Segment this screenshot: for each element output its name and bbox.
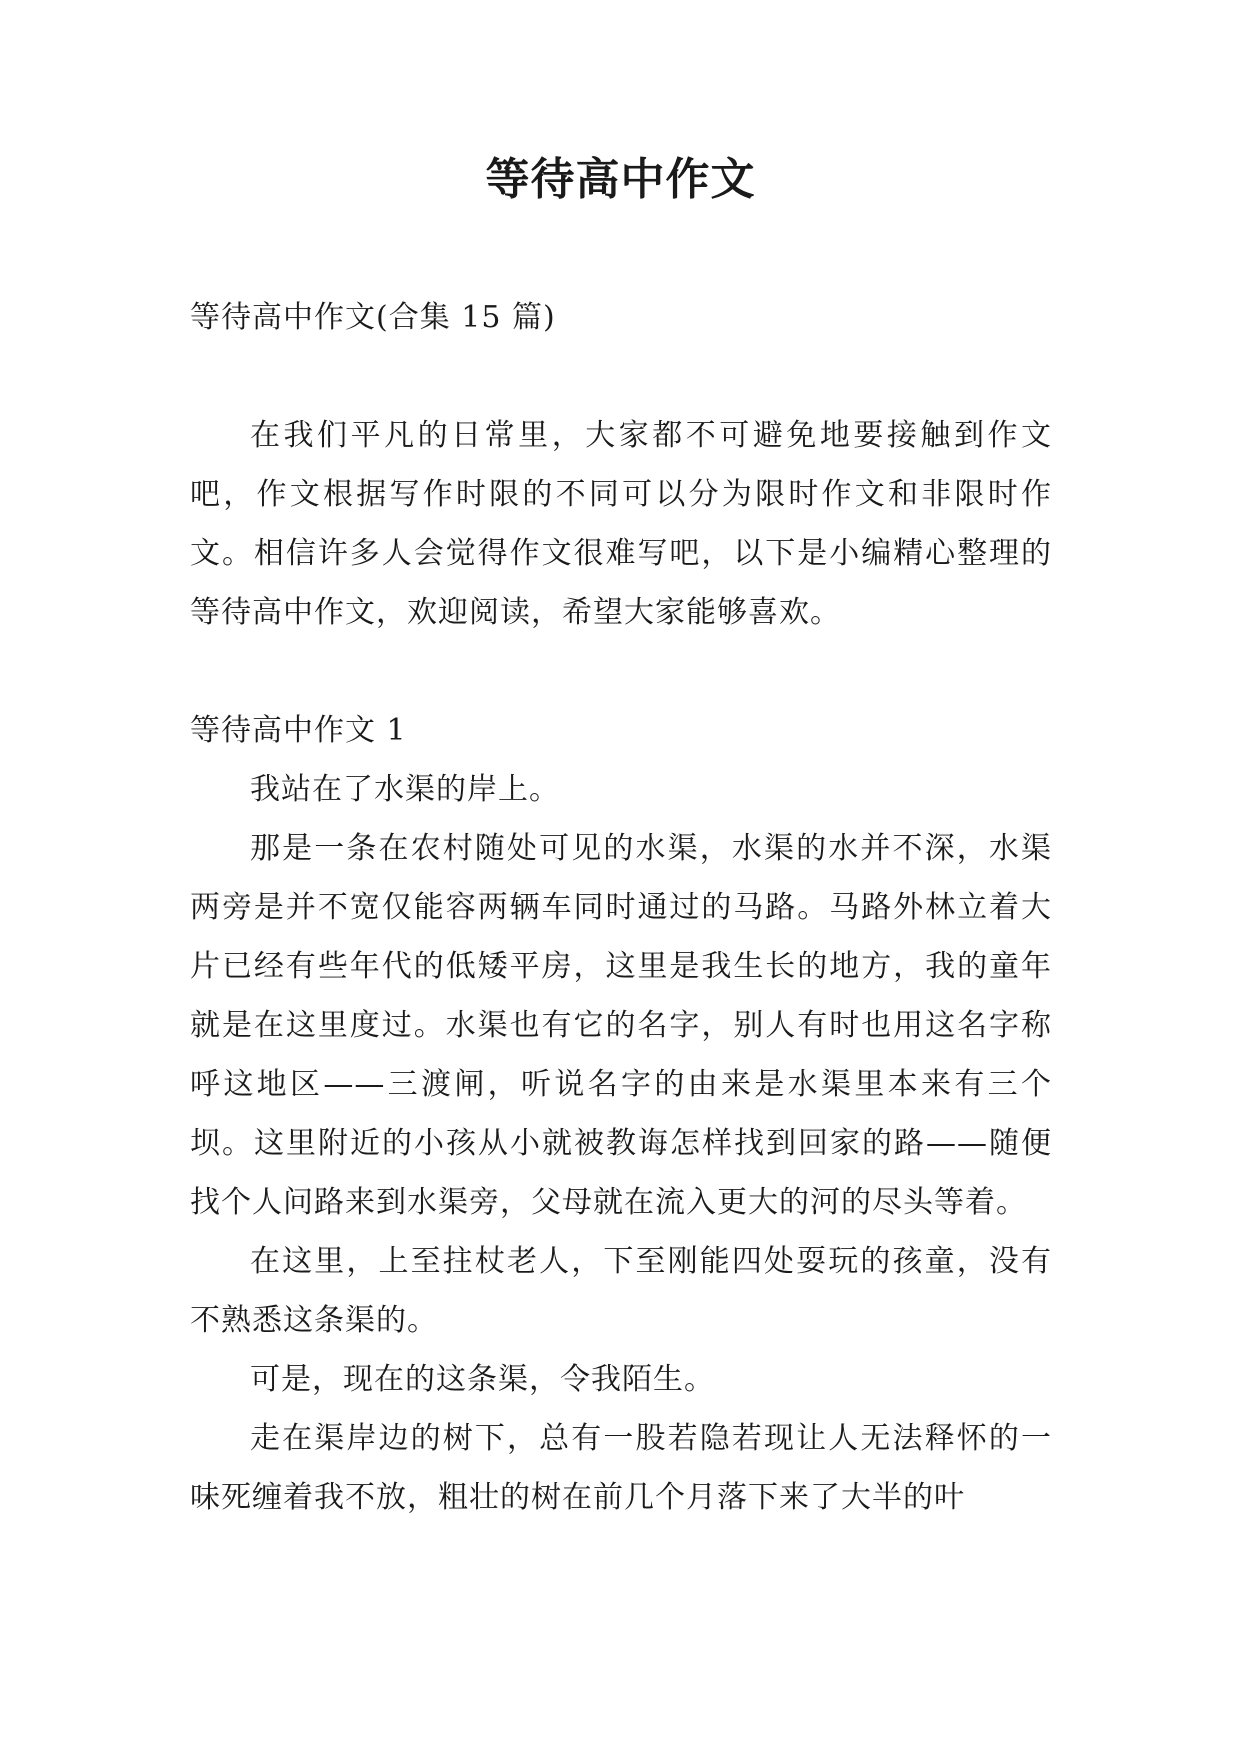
document-subtitle: 等待高中作文(合集 15 篇) <box>190 300 556 335</box>
spacer <box>190 642 1052 701</box>
intro-paragraph: 在我们平凡的日常里，大家都不可避免地要接触到作文吧，作文根据写作时限的不同可以分为限时作文和非限时作文。相信许多人会觉得作文很难写吧，以下是小编精心整理的等待高中作文，欢迎阅读，希望大家能够喜欢。 <box>190 418 1052 630</box>
spacer <box>190 347 1052 406</box>
body-paragraph: 在这里，上至拄杖老人，下至刚能四处耍玩的孩童，没有不熟悉这条渠的。 <box>190 1244 1052 1338</box>
document-body <box>190 288 1052 1527</box>
body-paragraph: 走在渠岸边的树下，总有一股若隐若现让人无法释怀的一味死缠着我不放，粗壮的树在前几个月落下来了大半的叶 <box>190 1421 1052 1515</box>
document-title: 等待高中作文 <box>485 154 756 205</box>
section-heading: 等待高中作文 1 <box>190 713 407 748</box>
body-paragraph: 我站在了水渠的岸上。 <box>250 772 560 807</box>
body-paragraph: 那是一条在农村随处可见的水渠，水渠的水并不深，水渠两旁是并不宽仅能容两辆车同时通过的马路。马路外林立着大片已经有些年代的低矮平房，这里是我生长的地方，我的童年就是在这里度过。水渠也有它的名字，别人有时也用这名字称呼这地区——三渡闸，听说名字的由来是水渠里本来有三个坝。这里附近的小孩从小就被教诲怎样找到回家的路——随便找个人问路来到水渠旁，父母就在流入更大的河的尽头等着。 <box>190 831 1052 1220</box>
body-paragraph: 可是，现在的这条渠，令我陌生。 <box>250 1362 715 1397</box>
